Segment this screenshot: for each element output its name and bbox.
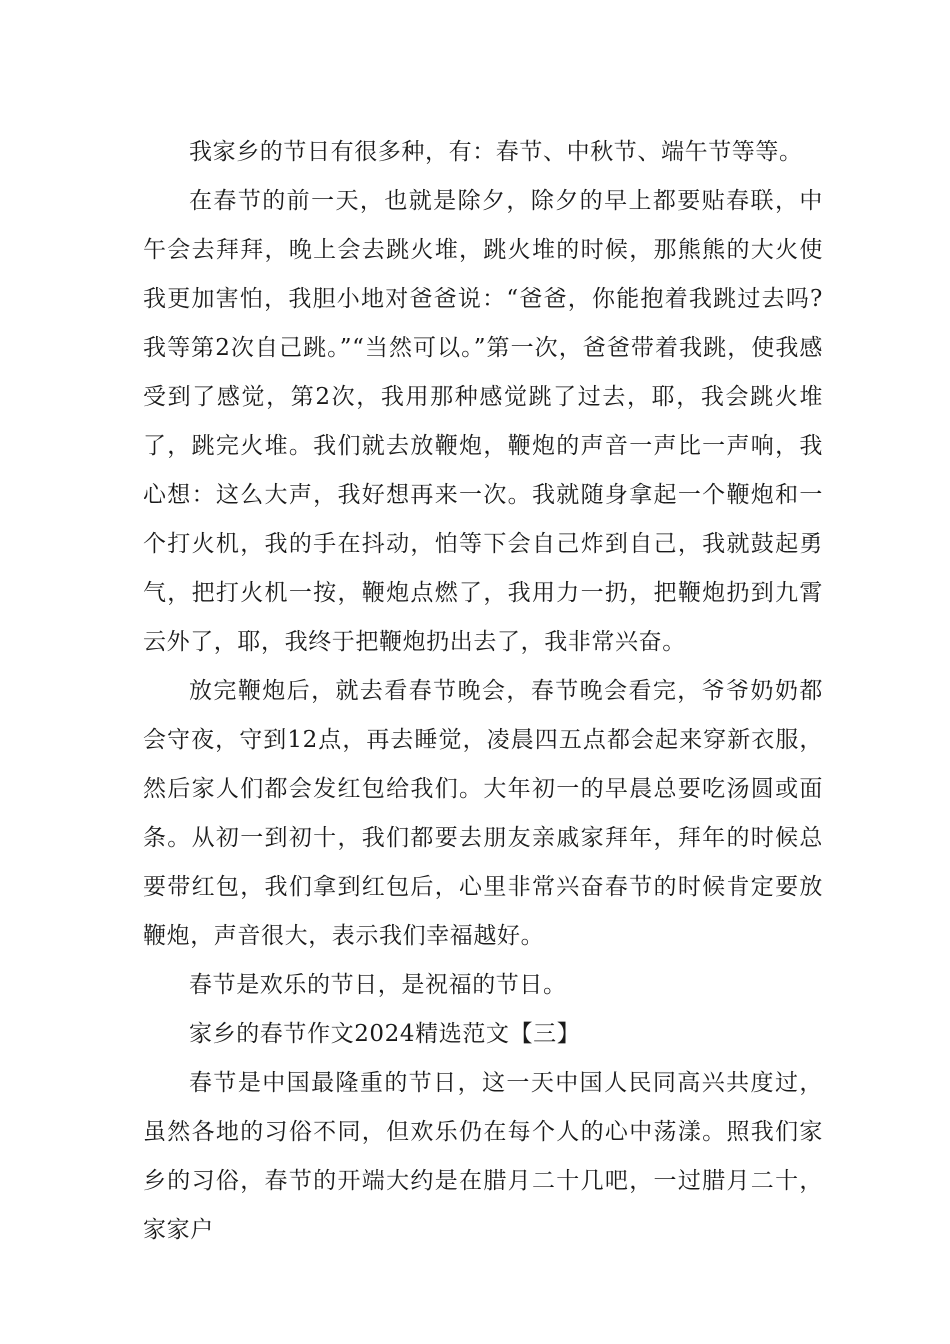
paragraph-essay-three: 春节是中国最隆重的节日，这一天中国人民同高兴共度过，虽然各地的习俗不同，但欢乐仍在每个人的心中荡漾。照我们家乡的习俗，春节的开端大约是在腊月二十几吧，一过腊月二十，家家户: [143, 1070, 823, 1243]
section-heading: 家乡的春节作文2024精选范文【三】: [189, 1021, 581, 1047]
paragraph-after-firecrackers: 放完鞭炮后，就去看春节晚会，春节晚会看完，爷爷奶奶都会守夜，守到12点，再去睡觉，凌晨四五点都会起来穿新衣服，然后家人们都会发红包给我们。大年初一的早晨总要吃汤圆或面条。从初一到初十，我们都要去朋友亲戚家拜年，拜年的时候总要带红包，我们拿到红包后，心里非常兴奋春节的时候肯定要放鞭炮，声音很大，表示我们幸福越好。: [143, 678, 823, 949]
paragraph-intro: 我家乡的节日有很多种，有：春节、中秋节、端午节等等。: [189, 139, 803, 165]
paragraph-new-year-eve: 在春节的前一天，也就是除夕，除夕的早上都要贴春联，中午会去拜拜，晚上会去跳火堆，跳火堆的时候，那熊熊的大火使我更加害怕，我胆小地对爸爸说：“爸爸，你能抱着我跳过去吗?我等第2次自己跳。”“当然可以。”第一次，爸爸带着我跳，使我感受到了感觉，第2次，我用那种感觉跳了过去，耶，我会跳火堆了，跳完火堆。我们就去放鞭炮，鞭炮的声音一声比一声响，我心想：这么大声，我好想再来一次。我就随身拿起一个鞭炮和一个打火机，我的手在抖动，怕等下会自己炸到自己，我就鼓起勇气，把打火机一按，鞭炮点燃了，我用力一扔，把鞭炮扔到九霄云外了，耶，我终于把鞭炮扔出去了，我非常兴奋。: [143, 188, 823, 655]
paragraph-summary: 春节是欢乐的节日，是祝福的节日。: [189, 972, 567, 998]
document-body: [143, 128, 823, 1255]
